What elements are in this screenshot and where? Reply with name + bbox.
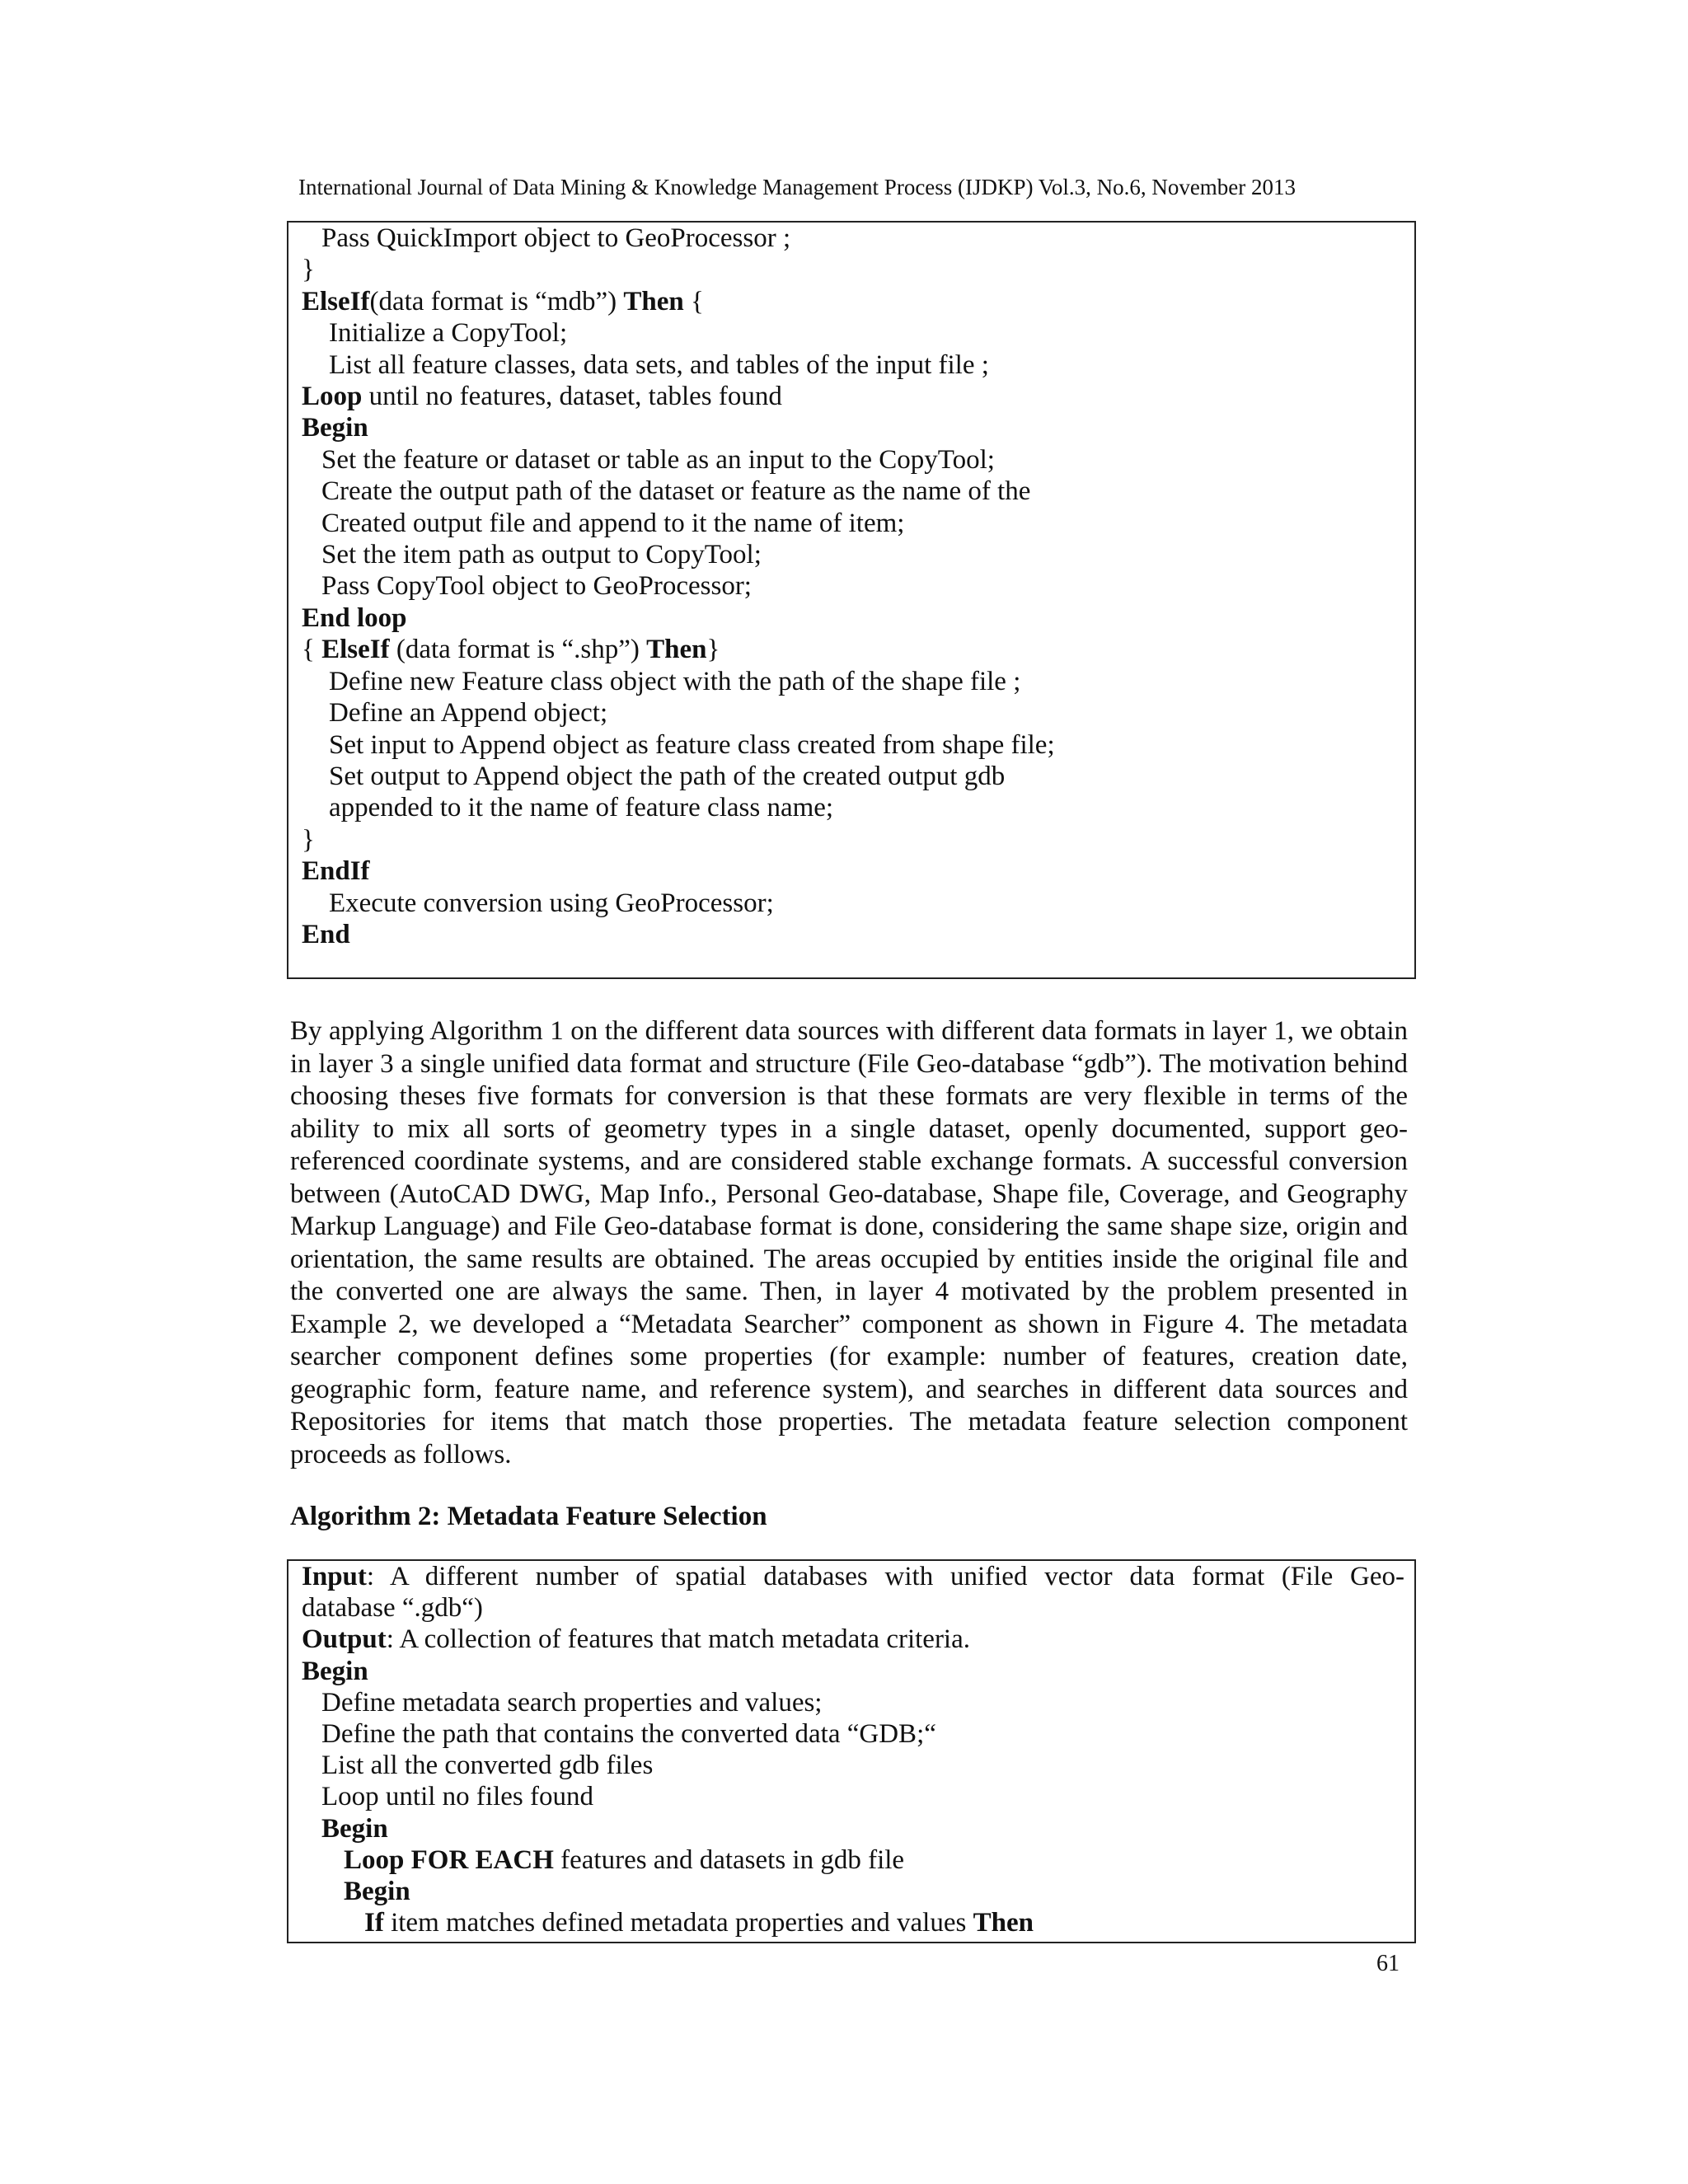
code-line xyxy=(302,1813,1404,1844)
code-keyword: Loop FOR EACH xyxy=(344,1844,554,1875)
code-line xyxy=(302,1844,1404,1876)
code-text: Define new Feature class object with the path of the shape file ; xyxy=(329,666,1021,696)
code-line xyxy=(302,697,1404,729)
code-text: Initialize a CopyTool; xyxy=(329,318,568,349)
code-keyword: Then xyxy=(973,1908,1034,1938)
code-text: : A different number of spatial databases with unified vector data format (File Geo- xyxy=(366,1562,1404,1591)
code-line xyxy=(302,888,1404,919)
algorithm-1-box xyxy=(287,221,1416,979)
code-keyword: ElseIf xyxy=(302,286,370,316)
code-text: Create the output path of the dataset or feature as the name of the xyxy=(321,476,1031,507)
algorithm-2-box xyxy=(287,1559,1416,1943)
code-line xyxy=(302,1687,1404,1718)
algorithm-2-heading: Algorithm 2: Metadata Feature Selection xyxy=(290,1502,767,1531)
code-text: (data format is “mdb”) xyxy=(369,286,624,316)
code-line xyxy=(302,476,1404,507)
code-line xyxy=(302,1781,1404,1812)
code-line xyxy=(302,1750,1404,1781)
code-line xyxy=(302,412,1404,443)
code-text: (data format is “.shp”) xyxy=(389,635,647,665)
code-line xyxy=(302,254,1404,285)
code-text: Loop until no files found xyxy=(321,1782,593,1812)
code-text: Define an Append object; xyxy=(329,698,608,729)
page-number: 61 xyxy=(1376,1951,1400,1976)
code-keyword: End xyxy=(302,919,350,949)
code-keyword: Begin xyxy=(344,1877,410,1907)
code-keyword: Then xyxy=(646,635,707,665)
code-text: Define the path that contains the converted data “GDB;“ xyxy=(321,1719,936,1750)
code-text: } xyxy=(302,824,315,855)
code-line xyxy=(302,761,1404,792)
code-line xyxy=(302,1561,1404,1592)
code-keyword: Begin xyxy=(321,1813,388,1844)
code-text: : A collection of features that match metadata criteria. xyxy=(386,1624,970,1655)
code-line xyxy=(302,508,1404,539)
code-keyword: If xyxy=(364,1908,384,1938)
code-line xyxy=(302,602,1404,634)
code-line xyxy=(302,729,1404,761)
code-keyword: End loop xyxy=(302,602,407,633)
code-text: List all the converted gdb files xyxy=(321,1750,654,1781)
code-text: item matches defined metadata properties and values xyxy=(383,1908,973,1938)
code-text: Execute conversion using GeoProcessor; xyxy=(329,888,774,918)
code-text: database “.gdb“) xyxy=(302,1593,483,1624)
code-keyword: Begin xyxy=(302,1656,368,1686)
code-keyword: Input xyxy=(302,1562,367,1591)
code-line xyxy=(302,1656,1404,1687)
code-text: Pass QuickImport object to GeoProcessor ; xyxy=(321,223,791,253)
running-header: International Journal of Data Mining & Knowledge Management Process (IJDKP) Vol.3, No.6, November 2013 xyxy=(298,175,1296,199)
code-text: } xyxy=(706,635,720,665)
code-line xyxy=(302,855,1404,887)
code-line xyxy=(302,286,1404,317)
code-line xyxy=(302,444,1404,476)
code-line xyxy=(302,792,1404,823)
code-text: features and datasets in gdb file xyxy=(553,1844,905,1875)
code-keyword: EndIf xyxy=(302,856,370,887)
code-text: until no features, dataset, tables found xyxy=(362,382,782,412)
code-text: Set the feature or dataset or table as an input to the CopyTool; xyxy=(321,444,995,475)
code-line xyxy=(302,223,1404,254)
code-text: } xyxy=(302,255,315,285)
code-line xyxy=(302,1876,1404,1907)
code-keyword: ElseIf xyxy=(321,635,390,665)
code-text: Set output to Append object the path of the created output gdb xyxy=(329,761,1006,791)
code-text: List all feature classes, data sets, and tables of the input file ; xyxy=(329,349,989,380)
code-line xyxy=(302,539,1404,570)
code-text: { xyxy=(302,635,322,665)
code-line xyxy=(302,1718,1404,1750)
code-line xyxy=(302,1907,1404,1938)
code-keyword: Loop xyxy=(302,382,363,412)
code-line xyxy=(302,381,1404,412)
code-text: Define metadata search properties and values; xyxy=(321,1687,823,1718)
code-text: appended to it the name of feature class name; xyxy=(329,793,834,823)
code-keyword: Output xyxy=(302,1624,387,1655)
code-line xyxy=(302,634,1404,665)
code-line xyxy=(302,349,1404,381)
code-line xyxy=(302,919,1404,950)
code-line xyxy=(302,570,1404,602)
code-text: Set the item path as output to CopyTool; xyxy=(321,540,762,570)
code-line xyxy=(302,666,1404,697)
code-text: Created output file and append to it the name of item; xyxy=(321,508,905,538)
code-text: Set input to Append object as feature class created from shape file; xyxy=(329,729,1055,760)
code-keyword: Then xyxy=(623,286,684,316)
code-line xyxy=(302,317,1404,349)
code-text: { xyxy=(683,286,704,316)
body-paragraph: By applying Algorithm 1 on the different data sources with different data formats in layer 1, we obtain in layer 3 a single unified data format and structure (File Geo-database “gdb”). The motivation behind choosing theses five formats for conversion is that these formats are very flexible in terms of the ability to mix all sorts of geometry types in a single dataset, openly documented, support geo-referenced coordinate systems, and are considered stable exchange formats. A successful conversion between (AutoCAD DWG, Map Info., Personal Geo-database, Shape file, Coverage, and Geography Markup Language) and File Geo-database format is done, considering the same shape size, origin and orientation, the same results are obtained. The areas occupied by entities inside the original file and the converted one are always the same. Then, in layer 4 motivated by the problem presented in Example 2, we developed a “Metadata Searcher” component as shown in Figure 4. The metadata searcher component defines some properties (for example: number of features, creation date, geographic form, feature name, and reference system), and searches in different data sources and Repositories for items that match those properties. The metadata feature selection component proceeds as follows. xyxy=(290,1016,1408,1469)
code-line xyxy=(302,1592,1404,1624)
code-keyword: Begin xyxy=(302,413,368,443)
code-line xyxy=(302,824,1404,855)
code-line xyxy=(302,1624,1404,1655)
code-text: Pass CopyTool object to GeoProcessor; xyxy=(321,571,752,602)
